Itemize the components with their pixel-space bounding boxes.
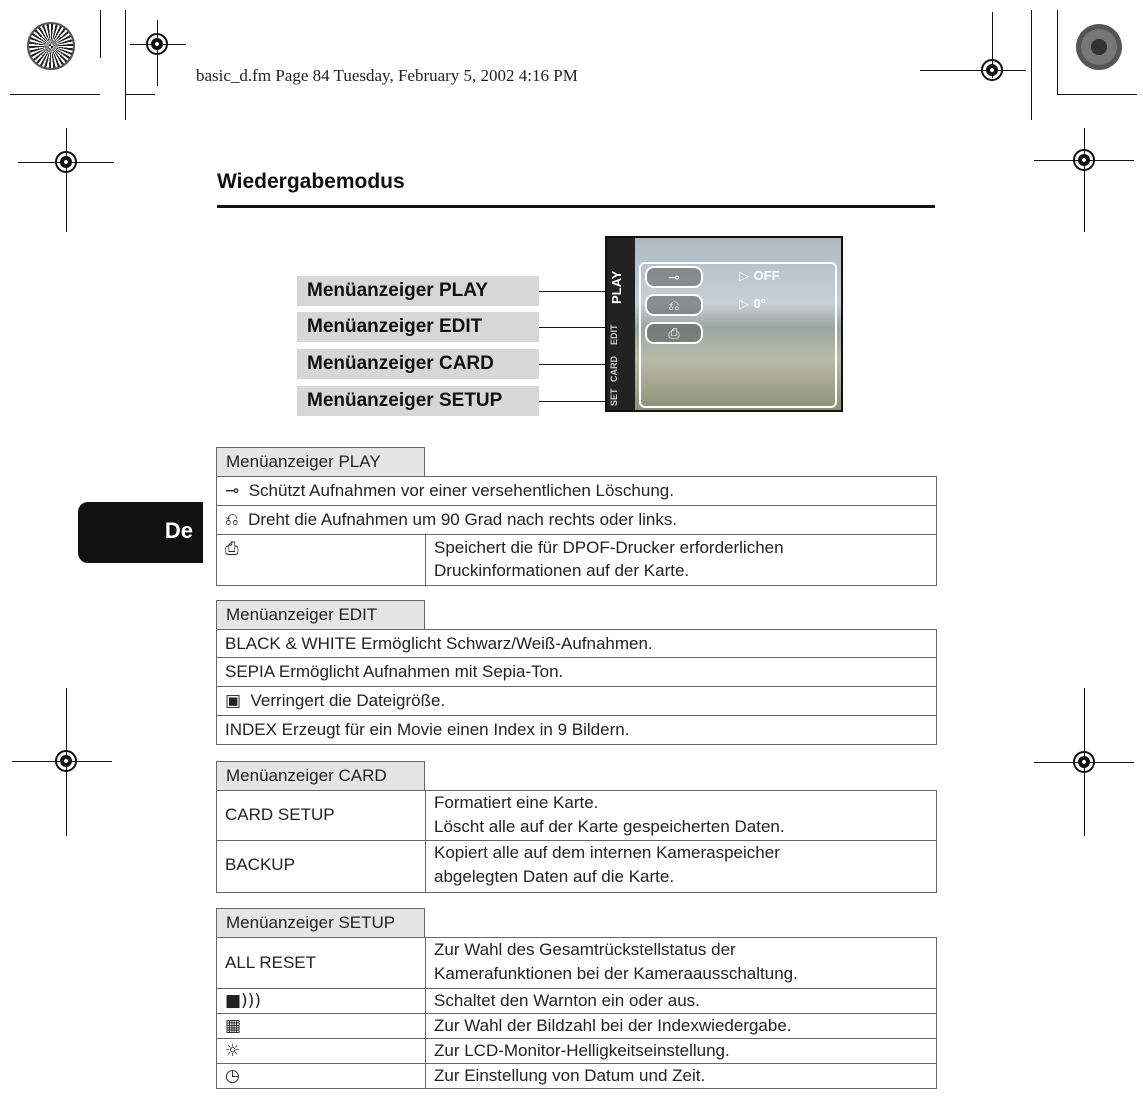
leader-line [539, 291, 609, 292]
camera-rotate-item [645, 294, 703, 316]
table-row: BACKUP Kopiert alle auf dem internen Kameraspeicher abgelegten Daten auf die Karte. [216, 841, 937, 893]
table-row: ◷ Zur Einstellung von Datum und Zeit. [216, 1064, 937, 1089]
section-head-setup: Menüanzeiger SETUP [216, 908, 425, 937]
table-row: ■))) Schaltet den Warnton ein oder aus. [216, 989, 937, 1014]
callout-setup: Menüanzeiger SETUP [297, 386, 539, 416]
page-header: basic_d.fm Page 84 Tuesday, February 5, 2002 4:16 PM [196, 66, 578, 85]
section-head-card: Menüanzeiger CARD [216, 761, 425, 790]
resize-icon: ▣ [225, 691, 242, 711]
registration-target-icon [1073, 149, 1095, 171]
beep-icon: ■))) [225, 991, 261, 1011]
section-card [216, 761, 937, 893]
camera-screen [605, 236, 843, 412]
callout-edit: Menüanzeiger EDIT [297, 312, 539, 342]
table-row: INDEX Erzeugt für ein Movie einen Index in 9 Bildern. [216, 716, 937, 745]
section-setup [216, 908, 937, 1089]
camera-protect-item [645, 266, 703, 288]
table-row: ▦ Zur Wahl der Bildzahl bei der Indexwiedergabe. [216, 1014, 937, 1039]
print-icon: ⎙ [225, 539, 239, 559]
key-icon: ⊸ [225, 481, 240, 501]
language-tab: De [78, 502, 203, 563]
table-row: CARD SETUP Formatiert eine Karte. Löscht alle auf der Karte gespeicherten Daten. [216, 790, 937, 841]
camera-tab-play: PLAY [609, 270, 624, 304]
table-row: ⎌ Dreht die Aufnahmen um 90 Grad nach rechts oder links. [216, 506, 937, 535]
camera-tab-card: CARD [609, 356, 619, 382]
table-row: ☼ Zur LCD-Monitor-Helligkeitseinstellung. [216, 1039, 937, 1064]
page-title: Wiedergabemodus [217, 170, 405, 193]
table-row: SEPIA Ermöglicht Aufnahmen mit Sepia-Ton. [216, 658, 937, 687]
registration-target-icon [55, 750, 77, 772]
table-row: ALL RESET Zur Wahl des Gesamtrückstellstatus der Kamerafunktionen bei der Kameraausschaltung. [216, 937, 937, 989]
print-icon: ⎙ [668, 326, 680, 342]
callout-play: Menüanzeiger PLAY [297, 276, 539, 306]
lcd-brightness-icon: ☼ [225, 1041, 241, 1061]
leader-line [539, 401, 609, 402]
section-play [216, 447, 937, 586]
registration-target-icon [146, 33, 168, 55]
registration-target-icon [981, 59, 1003, 81]
table-row: ▣ Verringert die Dateigröße. [216, 687, 937, 716]
table-row: BLACK & WHITE Ermöglicht Schwarz/Weiß-Aufnahmen. [216, 629, 937, 658]
camera-tab-setup: SET [609, 388, 619, 406]
clock-icon: ◷ [225, 1066, 240, 1086]
section-head-play: Menüanzeiger PLAY [216, 447, 425, 476]
rotate-icon: ⎌ [668, 298, 680, 314]
camera-print-item [645, 322, 703, 344]
gray-target-right-icon [1076, 24, 1122, 70]
section-edit [216, 600, 937, 745]
camera-protect-value: ▷ OFF [739, 268, 780, 284]
registration-target-icon [55, 151, 77, 173]
rotate-icon: ⎌ [225, 510, 239, 530]
starburst-target-left-icon [27, 22, 75, 70]
index-grid-icon: ▦ [225, 1016, 242, 1036]
leader-line [539, 364, 609, 365]
registration-target-icon [1073, 751, 1095, 773]
callout-card: Menüanzeiger CARD [297, 349, 539, 379]
leader-line [539, 327, 609, 328]
section-head-edit: Menüanzeiger EDIT [216, 600, 425, 629]
table-row: ⊸ Schützt Aufnahmen vor einer versehentlichen Löschung. [216, 476, 937, 506]
table-row: ⎙ Speichert die für DPOF-Drucker erforderlichen Druckinformationen auf der Karte. [216, 535, 937, 586]
camera-tab-edit: EDIT [609, 324, 619, 346]
key-icon: ⊸ [668, 270, 680, 286]
title-rule [217, 205, 935, 208]
camera-rotate-value: ▷ 0° [739, 296, 766, 312]
